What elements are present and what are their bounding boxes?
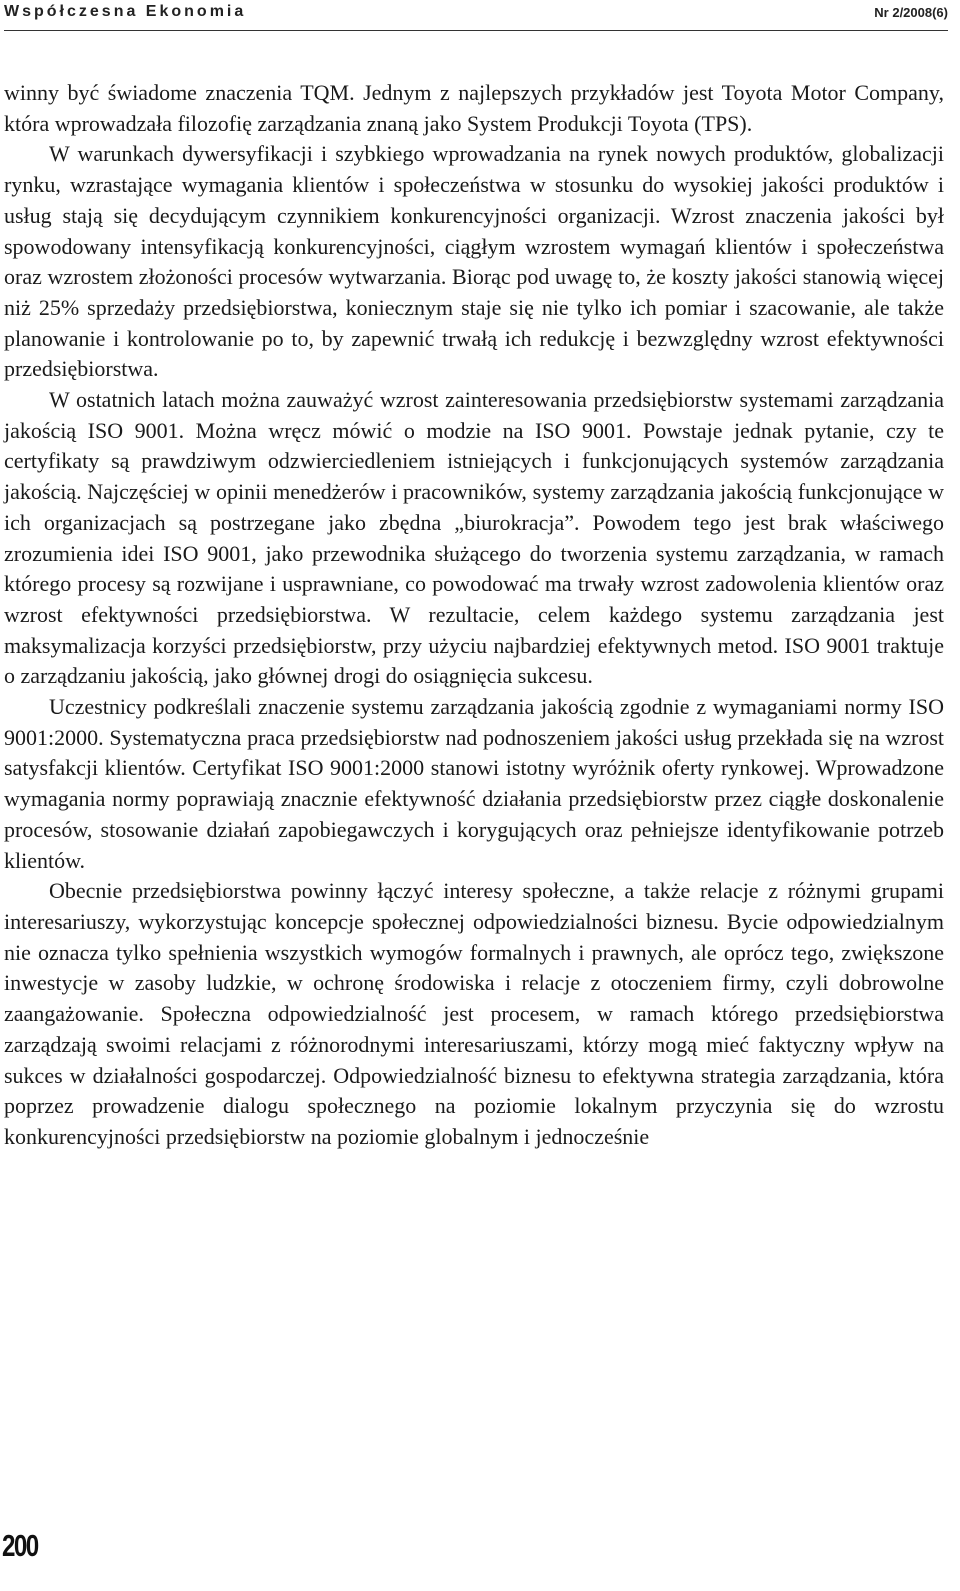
paragraph-4: Uczestnicy podkreślali znaczenie systemu zarządzania jakością zgodnie z wymaganiami normy ISO 9001:2000. Systematyczna praca przedsiębiorstw nad podnoszeniem jakości usług przekłada się na wzrost satysfakcji klientów. Certyfikat ISO 9001:2000 stanowi istotny wyróżnik oferty rynkowej. Wprowadzone wymagania normy poprawiają znacznie efektywność działania przedsiębiorstw przez ciągłe doskonalenie procesów, stosowanie działań zapobiegawczych i korygujących oraz pełniejsze identyfikowanie potrzeb klientów. — [4, 694, 944, 873]
paragraph-3: W ostatnich latach można zauważyć wzrost zainteresowania przedsiębiorstw systemami zarządzania jakością ISO 9001. Można wręcz mówić o modzie na ISO 9001. Powstaje jednak pytanie, czy te certyfikaty są prawdziwym odzwierciedleniem istniejących i funkcjonujących systemów zarządzania jakością. Najczęściej w opinii menedżerów i pracowników, systemy zarządzania jakością funkcjonujące w ich organizacjach są postrzegane jako zbędna „biurokracja”. Powodem tego jest brak właściwego zrozumienia idei ISO 9001, jako przewodnika służącego do tworzenia systemu zarządzania, w ramach którego procesy są rozwijane i usprawniane, co powodować ma trwały wzrost zadowolenia klientów oraz wzrost efektywności przedsiębiorstwa. W rezultacie, celem każdego systemu zarządzania jest maksymalizacja korzyści przedsiębiorstw, przy użyciu najbardziej efektywnych metod. ISO 9001 traktuje o zarządzaniu jakością, jako głównej drogi do osiągnięcia sukcesu. — [4, 387, 944, 689]
page-header — [4, 0, 948, 32]
issue-number: Nr 2/2008(6) — [874, 5, 948, 20]
journal-title: Współczesna Ekonomia — [4, 3, 247, 20]
paragraph-1: winny być świadome znaczenia TQM. Jednym z najlepszych przykładów jest Toyota Motor Company, która wprowadzała filozofię zarządzania znaną jako System Produkcji Toyota (TPS). — [4, 80, 944, 136]
article-body — [4, 78, 944, 1153]
paragraph-5: Obecnie przedsiębiorstwa powinny łączyć interesy społeczne, a także relacje z różnymi grupami interesariuszy, wykorzystując koncepcje społecznej odpowiedzialności biznesu. Bycie odpowiedzialnym nie oznacza tylko spełnienia wszystkich wymogów formalnych i prawnych, ale oprócz tego, zwiększone inwestycje w zasoby ludzkie, w ochronę środowiska i relacje z otoczeniem firmy, czyli dobrowolne zaangażowanie. Społeczna odpowiedzialność jest procesem, w ramach którego przedsiębiorstwa zarządzają swoimi relacjami z różnorodnymi interesariuszami, którzy mogą mieć faktyczny wpływ na sukces w działalności gospodarczej. Odpowiedzialność biznesu to efektywna strategia zarządzania, która poprzez prowadzenie dialogu społecznego na poziomie lokalnym przyczynia się do wzrostu konkurencyjności przedsiębiorstw na poziomie globalnym i jednocześnie — [4, 878, 944, 1149]
page-number: 200 — [2, 1528, 38, 1563]
paragraph-2: W warunkach dywersyfikacji i szybkiego wprowadzania na rynek nowych produktów, globalizacji rynku, wzrastające wymagania klientów i społeczeństwa w stosunku do wysokiej jakości produktów i usług stają się decydującym czynnikiem konkurencyjności organizacji. Wzrost znaczenia jakości był spowodowany intensyfikacją konkurencyjności, ciągłym wzrostem wymagań klientów i społeczeństwa oraz wzrostem złożoności procesów wytwarzania. Biorąc pod uwagę to, że koszty jakości stanowią więcej niż 25% sprzedaży przedsiębiorstwa, koniecznym staje się nie tylko ich pomiar i szacowanie, ale także planowanie i kontrolowanie po to, by zapewnić trwałą ich redukcję i bezwzględny wzrost efektywności przedsiębiorstwa. — [4, 141, 944, 382]
header-rule — [4, 30, 948, 31]
